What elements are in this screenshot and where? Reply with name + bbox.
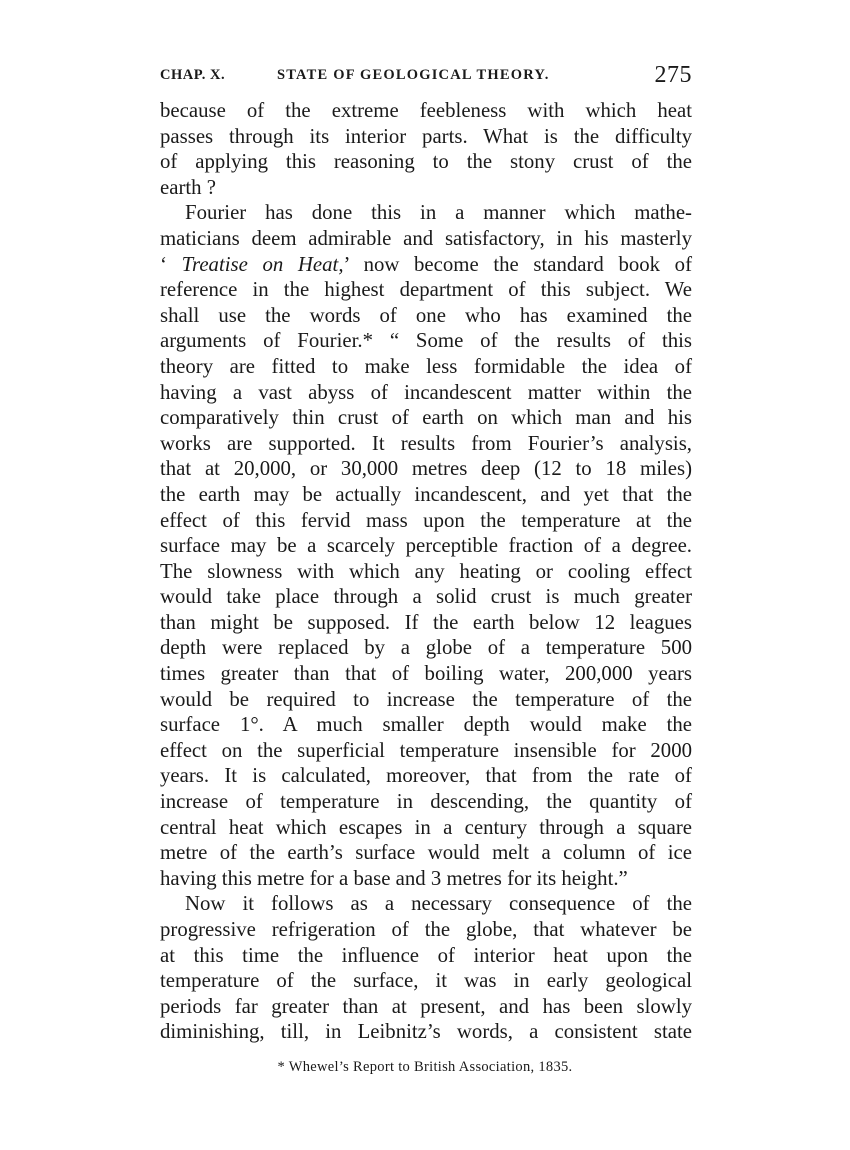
treatise-title: Treatise on Heat, [181, 252, 344, 276]
text-line: theory are fitted to make less formidable the idea of [160, 354, 692, 378]
text-line: surface may be a scarcely perceptible fraction of a degree. [160, 534, 692, 558]
text-line: maticians deem admirable and satisfactory, in his masterly [160, 226, 692, 250]
text-line: than might be supposed. If the earth below 12 leagues [160, 610, 692, 634]
running-title: STATE OF GEOLOGICAL THEORY. [277, 67, 550, 83]
text-line: that at 20,000, or 30,000 metres deep (12 to 18 miles) [160, 457, 692, 481]
text-line: increase of temperature in descending, the quantity of [160, 790, 692, 814]
close-quote: ’ [343, 252, 349, 276]
text-line: central heat which escapes in a century through a square [160, 815, 692, 839]
page-number: 275 [654, 62, 692, 88]
text-line: effect of this fervid mass upon the temperature at the [160, 508, 692, 532]
text-line: diminishing, till, in Leibnitz’s words, a consistent state [160, 1020, 692, 1044]
text-line: metre of the earth’s surface would melt a column of ice [160, 841, 692, 865]
footnote: * Whewel’s Report to British Association, 1835. [277, 1059, 573, 1075]
text-line: would take place through a solid crust is much greater [160, 585, 692, 609]
text-fragment: now become the standard book of [363, 252, 692, 276]
text-line: having this metre for a base and 3 metres for its height.” [160, 866, 628, 890]
text-line: of applying this reasoning to the stony crust of the [160, 150, 692, 174]
text-line: shall use the words of one who has examined the [160, 303, 692, 327]
text-line: times greater than that of boiling water, 200,000 years [160, 662, 692, 686]
text-line: would be required to increase the temperature of the [160, 687, 692, 711]
text-line: Now it follows as a necessary consequence of the [185, 892, 692, 916]
text-line: Fourier has done this in a manner which mathe- [185, 201, 692, 225]
text-line-with-footnote-ref [160, 328, 692, 354]
text-line: progressive refrigeration of the globe, that whatever be [160, 918, 692, 941]
running-head [160, 62, 692, 90]
text-line: at this time the influence of interior heat upon the [160, 943, 692, 967]
text-line: passes through its interior parts. What is the difficulty [160, 124, 692, 148]
text-line: effect on the superficial temperature insensible for 2000 [160, 738, 692, 762]
text-line: because of the extreme feebleness with which heat [160, 99, 692, 122]
text-line: years. It is calculated, moreover, that from the rate of [160, 764, 692, 788]
text-line: temperature of the surface, it was in early geological [160, 969, 692, 993]
text-line: periods far greater than at present, and has been slowly [160, 994, 692, 1018]
text-line: earth ? [160, 175, 216, 199]
text-fragment: arguments of Fourier.* [160, 329, 373, 353]
text-line: works are supported. It results from Fourier’s analysis, [160, 431, 692, 455]
text-line: the earth may be actually incandescent, and yet that the [160, 482, 692, 506]
text-line: depth were replaced by a globe of a temperature 500 [160, 636, 692, 660]
text-line: comparatively thin crust of earth on which man and his [160, 406, 692, 430]
text-line: having a vast abyss of incandescent matter within the [160, 380, 692, 404]
text-line: reference in the highest department of this subject. We [160, 278, 692, 302]
text-line: surface 1°. A much smaller depth would make the [160, 713, 692, 737]
open-quote: ‘ [160, 252, 167, 276]
text-line: The slowness with which any heating or cooling effect [160, 559, 692, 583]
text-line-with-title [160, 252, 692, 278]
text-fragment: “ Some of the results of this [389, 329, 693, 353]
chapter-label: CHAP. X. [160, 67, 226, 83]
body-text [160, 98, 692, 1045]
